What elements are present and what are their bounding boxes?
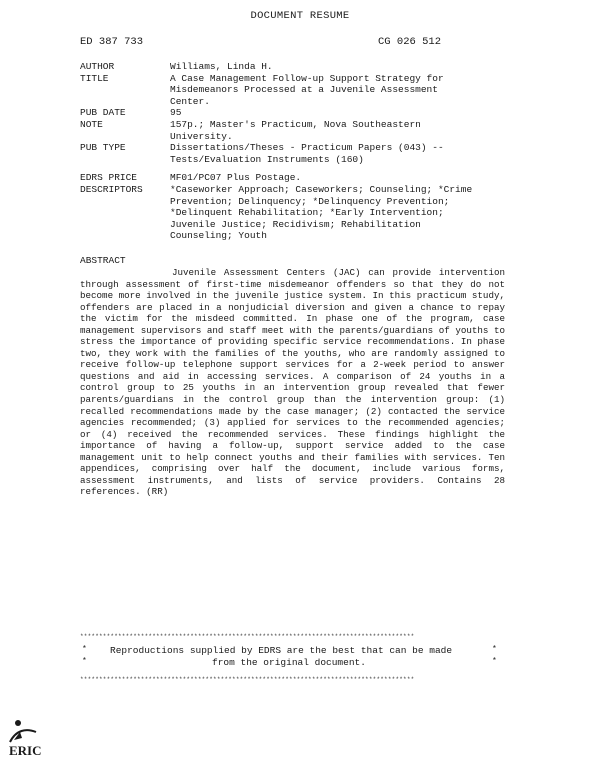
field-value: 95 (170, 107, 182, 119)
logo-dot (15, 720, 21, 726)
metadata-fields (80, 61, 500, 242)
eric-logo-icon (8, 718, 52, 758)
field-value: A Case Management Follow-up Support Strategy for Misdemeanors Processed at a Juvenile Assessment Center. (170, 72, 444, 107)
field-label: PUB DATE (80, 107, 126, 119)
star-mark: * (82, 645, 87, 654)
reproduction-notice-text: Reproductions supplied by EDRS are the best that can be made (110, 645, 453, 656)
field-note (80, 119, 500, 142)
star-mark: * (492, 645, 497, 654)
field-label: TITLE (80, 72, 109, 84)
field-label: AUTHOR (80, 61, 115, 72)
field-edrs-price (80, 172, 500, 184)
logo-text: ERIC (9, 743, 42, 758)
field-label: DESCRIPTORS (80, 183, 143, 195)
field-pub-type (80, 142, 500, 165)
field-title (80, 73, 500, 108)
cg-number: CG 026 512 (378, 36, 442, 48)
field-author (80, 61, 500, 73)
logo-swoosh (10, 730, 36, 742)
field-descriptors (80, 184, 500, 242)
field-value: Dissertations/Theses - Practicum Papers (043) -- Tests/Evaluation Instruments (160) (170, 142, 444, 165)
abstract-heading: ABSTRACT (80, 255, 126, 266)
field-pub-date (80, 107, 500, 119)
star-border-bottom: **************************************************************************************** (80, 676, 415, 683)
field-value: 157p.; Master's Practicum, Nova Southeastern University. (170, 118, 421, 142)
reproduction-notice-text: from the original document. (212, 657, 366, 668)
field-value: MF01/PC07 Plus Postage. (170, 172, 302, 184)
star-mark: * (82, 657, 87, 666)
field-value: *Caseworker Approach; Caseworkers; Counseling; *Crime Prevention; Delinquency; *Delinquency Prevention; *Delinquent Rehabilitation; *Early Intervention; Juvenile Justice; Recidivism; Rehabilitation Counseling; Youth (170, 183, 473, 242)
abstract-text: Juvenile Assessment Centers (JAC) can provide intervention through assessment of first-time misdemeanor offenders so that they do not become more involved in the juvenile justice system. In this practicum study, offenders are placed in a nonjudicial diversion and given a chance to repay the victim for the misdeed committed. In phase one of the program, case management supervisors and staff meet with the parents/guardians of youths to stress the importance of providing specific service recommendations. In phase two, they work with the families of the youths, who are randomly assigned to receive follow-up telephone support services for a 2-week period to answer questions and aid in accessing services. A comparison of 24 youths in a control group to 25 youths in an intervention group revealed that fewer parents/guardians in the control group than the intervention group: (1) recalled recommendations made by the case manager; (2) contacted the service agencies recommended; (3) applied for services to the recommended agencies; or (4) received the recommended services. These findings highlight the importance of having a follow-up, support service added to the case management unit to help connect youths and their families with services. Ten appendices, comprising over half the document, include various forms, assessment instruments, and lists of service providers. Contains 28 references. (RR) (80, 267, 505, 498)
star-border-top: **************************************************************************************** (80, 633, 415, 640)
star-mark: * (492, 657, 497, 666)
document-title: DOCUMENT RESUME (250, 10, 350, 22)
field-value: Williams, Linda H. (170, 61, 273, 72)
field-label: PUB TYPE (80, 142, 126, 154)
field-label: NOTE (80, 118, 103, 130)
ed-number: ED 387 733 (80, 36, 144, 48)
field-label: EDRS PRICE (80, 172, 138, 184)
spacer (80, 165, 500, 172)
